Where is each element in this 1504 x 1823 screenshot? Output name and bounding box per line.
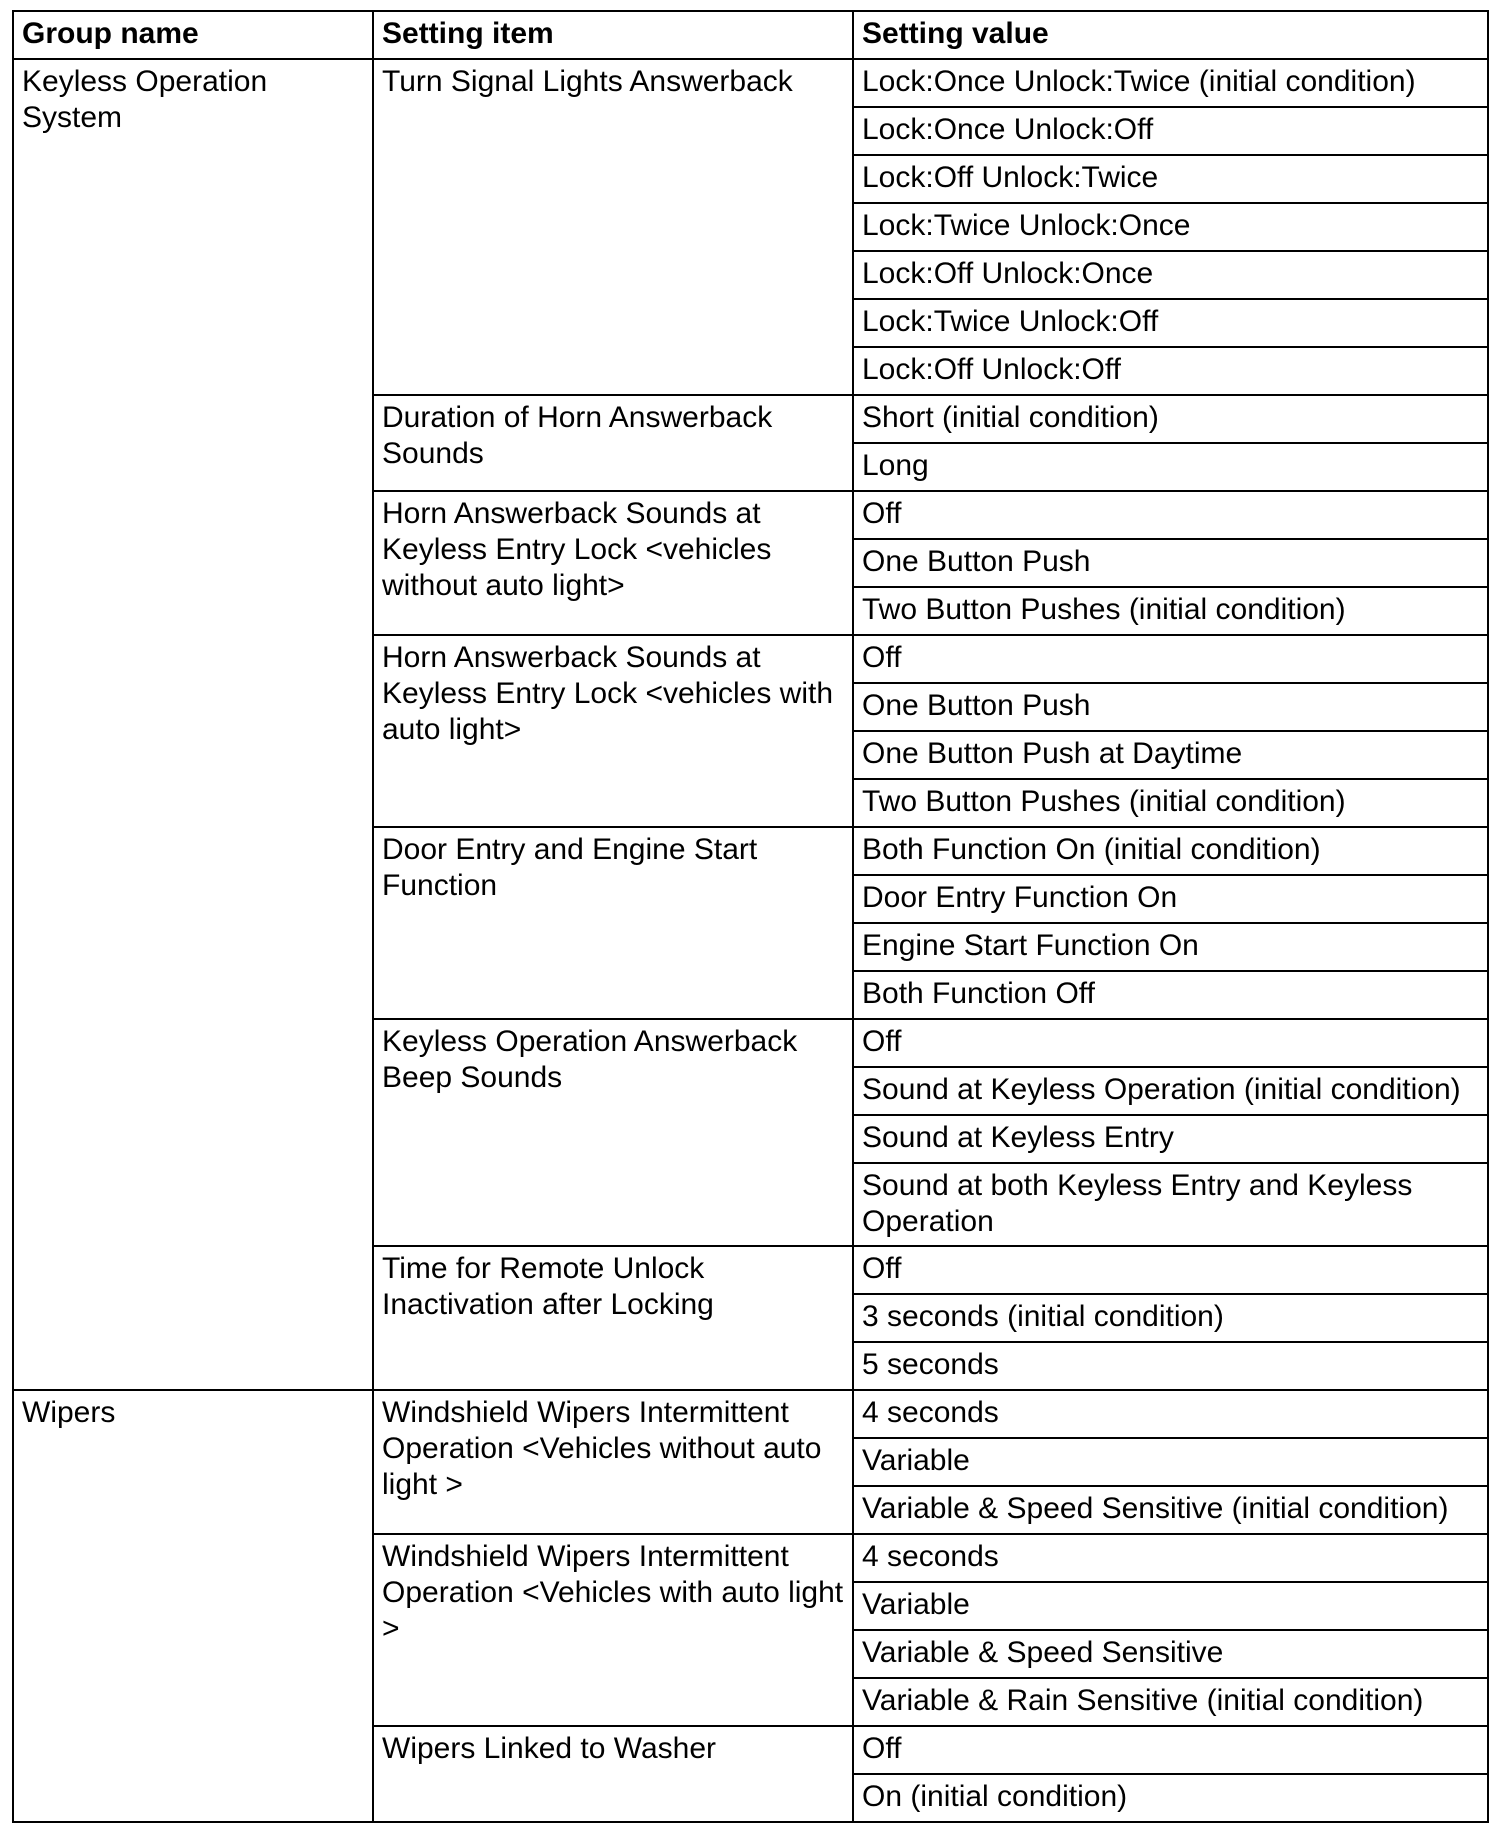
setting-value-cell: Both Function On (initial condition)	[853, 827, 1488, 875]
setting-value-cell: Sound at Keyless Entry	[853, 1115, 1488, 1163]
table-row	[13, 1390, 1488, 1438]
setting-value-cell: Sound at Keyless Operation (initial condition)	[853, 1067, 1488, 1115]
setting-value-cell: Lock:Off Unlock:Off	[853, 347, 1488, 395]
setting-value-cell: 4 seconds	[853, 1390, 1488, 1438]
setting-item-cell: Horn Answerback Sounds at Keyless Entry Lock <vehicles without auto light>	[373, 491, 853, 635]
setting-value-cell: 3 seconds (initial condition)	[853, 1294, 1488, 1342]
setting-value-cell: Lock:Twice Unlock:Off	[853, 299, 1488, 347]
header-setting-item: Setting item	[373, 11, 853, 59]
setting-value-cell: Variable & Speed Sensitive (initial condition)	[853, 1486, 1488, 1534]
group-name-cell: Keyless Operation System	[13, 59, 373, 1390]
table-row	[13, 59, 1488, 107]
setting-item-cell: Keyless Operation Answerback Beep Sounds	[373, 1019, 853, 1246]
setting-value-cell: Lock:Off Unlock:Once	[853, 251, 1488, 299]
table-body	[13, 59, 1488, 1822]
setting-value-cell: Both Function Off	[853, 971, 1488, 1019]
setting-value-cell: Long	[853, 443, 1488, 491]
setting-value-cell: Lock:Off Unlock:Twice	[853, 155, 1488, 203]
setting-value-cell: Engine Start Function On	[853, 923, 1488, 971]
setting-value-cell: Off	[853, 491, 1488, 539]
setting-value-cell: One Button Push	[853, 683, 1488, 731]
setting-value-cell: Two Button Pushes (initial condition)	[853, 587, 1488, 635]
setting-value-cell: Two Button Pushes (initial condition)	[853, 779, 1488, 827]
setting-item-cell: Turn Signal Lights Answerback	[373, 59, 853, 395]
setting-value-cell: 5 seconds	[853, 1342, 1488, 1390]
setting-value-cell: Sound at both Keyless Entry and Keyless Operation	[853, 1163, 1488, 1246]
setting-item-cell: Door Entry and Engine Start Function	[373, 827, 853, 1019]
setting-item-cell: Duration of Horn Answerback Sounds	[373, 395, 853, 491]
setting-item-cell: Windshield Wipers Intermittent Operation <Vehicles without auto light >	[373, 1390, 853, 1534]
setting-value-cell: 4 seconds	[853, 1534, 1488, 1582]
header-row	[13, 11, 1488, 59]
setting-value-cell: Off	[853, 1246, 1488, 1294]
header-setting-value: Setting value	[853, 11, 1488, 59]
setting-value-cell: Lock:Twice Unlock:Once	[853, 203, 1488, 251]
header-group-name: Group name	[13, 11, 373, 59]
settings-table	[12, 10, 1489, 1823]
setting-value-cell: Off	[853, 1726, 1488, 1774]
setting-item-cell: Wipers Linked to Washer	[373, 1726, 853, 1822]
setting-value-cell: Variable	[853, 1438, 1488, 1486]
setting-value-cell: Off	[853, 1019, 1488, 1067]
setting-value-cell: One Button Push at Daytime	[853, 731, 1488, 779]
setting-value-cell: Lock:Once Unlock:Twice (initial condition)	[853, 59, 1488, 107]
setting-item-cell: Windshield Wipers Intermittent Operation <Vehicles with auto light >	[373, 1534, 853, 1726]
setting-item-cell: Horn Answerback Sounds at Keyless Entry Lock <vehicles with auto light>	[373, 635, 853, 827]
setting-value-cell: One Button Push	[853, 539, 1488, 587]
setting-value-cell: Door Entry Function On	[853, 875, 1488, 923]
setting-value-cell: Off	[853, 635, 1488, 683]
group-name-cell: Wipers	[13, 1390, 373, 1822]
setting-value-cell: Variable & Speed Sensitive	[853, 1630, 1488, 1678]
setting-value-cell: On (initial condition)	[853, 1774, 1488, 1822]
setting-value-cell: Variable	[853, 1582, 1488, 1630]
setting-value-cell: Variable & Rain Sensitive (initial condition)	[853, 1678, 1488, 1726]
setting-value-cell: Short (initial condition)	[853, 395, 1488, 443]
setting-item-cell: Time for Remote Unlock Inactivation after Locking	[373, 1246, 853, 1390]
setting-value-cell: Lock:Once Unlock:Off	[853, 107, 1488, 155]
